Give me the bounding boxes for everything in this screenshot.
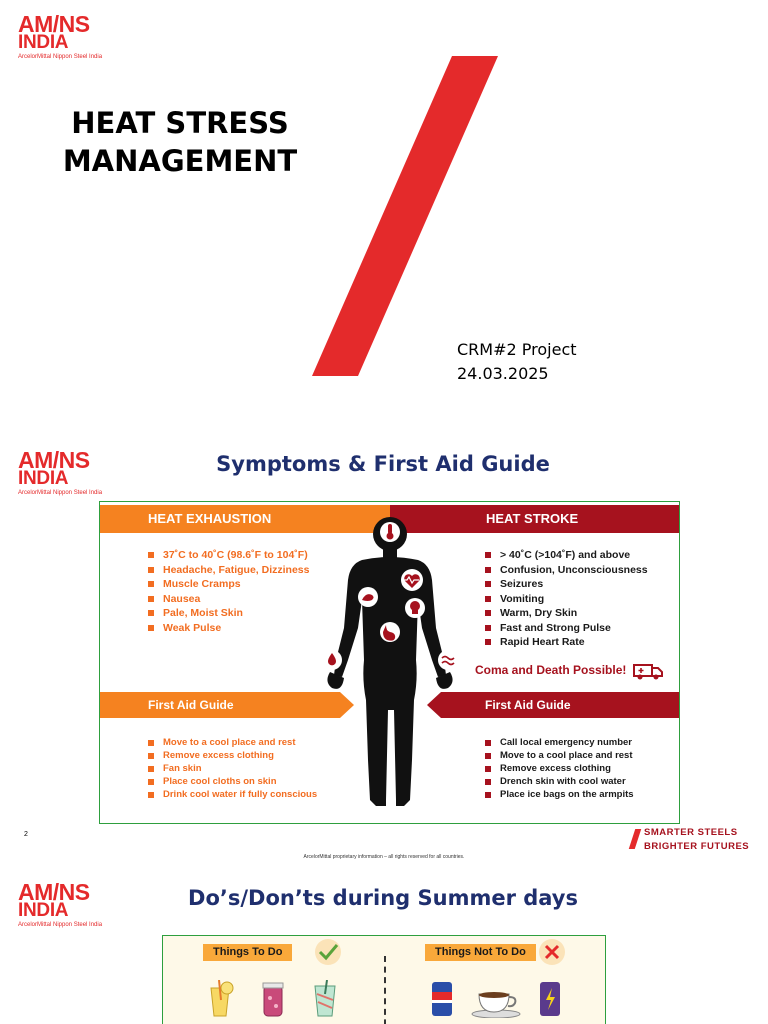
list-item: Remove excess clothing [148,749,317,762]
list-item: Fan skin [148,762,317,775]
smoothie-icon [259,980,287,1018]
amns-logo: AM/NS INDIA ArcelorMittal Nippon Steel India [18,447,103,496]
list-item: Rapid Heart Rate [485,635,648,650]
heat-exhaustion-first-aid [148,736,317,801]
title-slide [0,0,768,432]
thermometer-icon [380,522,400,542]
list-item: Fast and Strong Pulse [485,621,648,636]
heat-stroke-symptoms [485,548,648,650]
amns-logo: AM/NS INDIA ArcelorMittal Nippon Steel India [18,11,103,60]
proprietary-footer: ArcelorMittal proprietary information – all rights reserved for all countries. [303,854,465,860]
dos-donts-slide [0,868,768,1024]
list-item: Weak Pulse [148,621,309,636]
amns-logo: AM/NS INDIA ArcelorMittal Nippon Steel India [18,879,103,928]
cool-drink-icon [311,980,339,1018]
symptoms-slide: AM/NS INDIA ArcelorMittal Nippon Steel India Symptoms & First Aid Guide HEAT EXHAUSTION HEAT STROKE 37˚C to 40˚C (98.6˚F to 104˚F) Headache, Fatigue, Dizziness Muscle Cramps Nausea Pale, Moist Skin Weak Pulse > 40˚C (>104˚F) and above Confusion, Unconsciousness Seizures Vomiting Warm, Dry Skin Fast and Strong Pulse Rapid Heart Rate Coma and Death Possible! First Aid Guide First Aid Guide Move to a cool place and rest Remove excess clothing Fan skin Place cool cloths on skin Drink cool water if fully conscious Call local emergency number Move to a cool place and rest Remove excess clothing Drench skin with cool water Place ice bags on the armpits 2 SMARTER STEELS BRIGHTER FUTURES ArcelorMittal proprietary information – all rights reserved for all countries. [0,432,768,868]
heart-pulse-icon [401,569,423,591]
heat-exhaustion-symptoms [148,548,309,635]
hot-coffee-icon [469,988,523,1018]
things-not-to-do-label: Things Not To Do [425,944,536,961]
stroke-warning: Coma and Death Possible! [475,662,663,680]
skull-icon [405,598,425,618]
list-item: Nausea [148,592,309,607]
energy-drink-icon [537,980,563,1018]
list-item: Drench skin with cool water [485,775,634,788]
heat-stroke-header: HEAT STROKE [390,505,680,533]
ambulance-icon [633,662,663,680]
list-item: Move to a cool place and rest [485,749,634,762]
divider-line [384,956,386,1024]
list-item: > 40˚C (>104˚F) and above [485,548,648,563]
dos-donts-infographic [162,935,606,1024]
list-item: Seizures [485,577,648,592]
list-item: Place cool cloths on skin [148,775,317,788]
list-item: Place ice bags on the armpits [485,788,634,801]
heat-exhaustion-header: HEAT EXHAUSTION [100,505,390,533]
first-aid-header-left: First Aid Guide [148,698,234,712]
heat-stroke-first-aid [485,736,634,801]
muscle-icon [358,587,378,607]
list-item: Move to a cool place and rest [148,736,317,749]
list-item: Remove excess clothing [485,762,634,775]
things-to-do-label: Things To Do [203,944,292,961]
project-info [457,338,577,386]
list-item: Drink cool water if fully conscious [148,788,317,801]
list-item: Warm, Dry Skin [485,606,648,621]
blood-drop-icon [322,650,342,670]
project-name: CRM#2 Project [457,340,577,359]
first-aid-header-right: First Aid Guide [485,698,571,712]
cross-icon [537,938,567,966]
page-number: 2 [24,831,28,838]
list-item: Call local emergency number [485,736,634,749]
stomach-icon [380,622,400,642]
human-body-figure [310,510,470,822]
presentation-title: HEAT STRESS MANAGEMENT [62,106,298,178]
check-icon [313,938,343,966]
skin-icon [438,650,458,670]
project-date: 24.03.2025 [457,364,549,383]
symptoms-first-aid-infographic [99,501,680,824]
list-item: 37˚C to 40˚C (98.6˚F to 104˚F) [148,548,309,563]
list-item: Muscle Cramps [148,577,309,592]
list-item: Pale, Moist Skin [148,606,309,621]
lemonade-icon [205,980,235,1018]
list-item: Confusion, Unconsciousness [485,563,648,578]
slide-title: Symptoms & First Aid Guide [216,452,550,476]
tagline-slash [629,829,641,849]
list-item: Headache, Fatigue, Dizziness [148,563,309,578]
red-slash-graphic [310,56,500,376]
slide-title: Do’s/Don’ts during Summer days [188,886,578,910]
soda-can-icon [429,980,455,1018]
list-item: Vomiting [485,592,648,607]
